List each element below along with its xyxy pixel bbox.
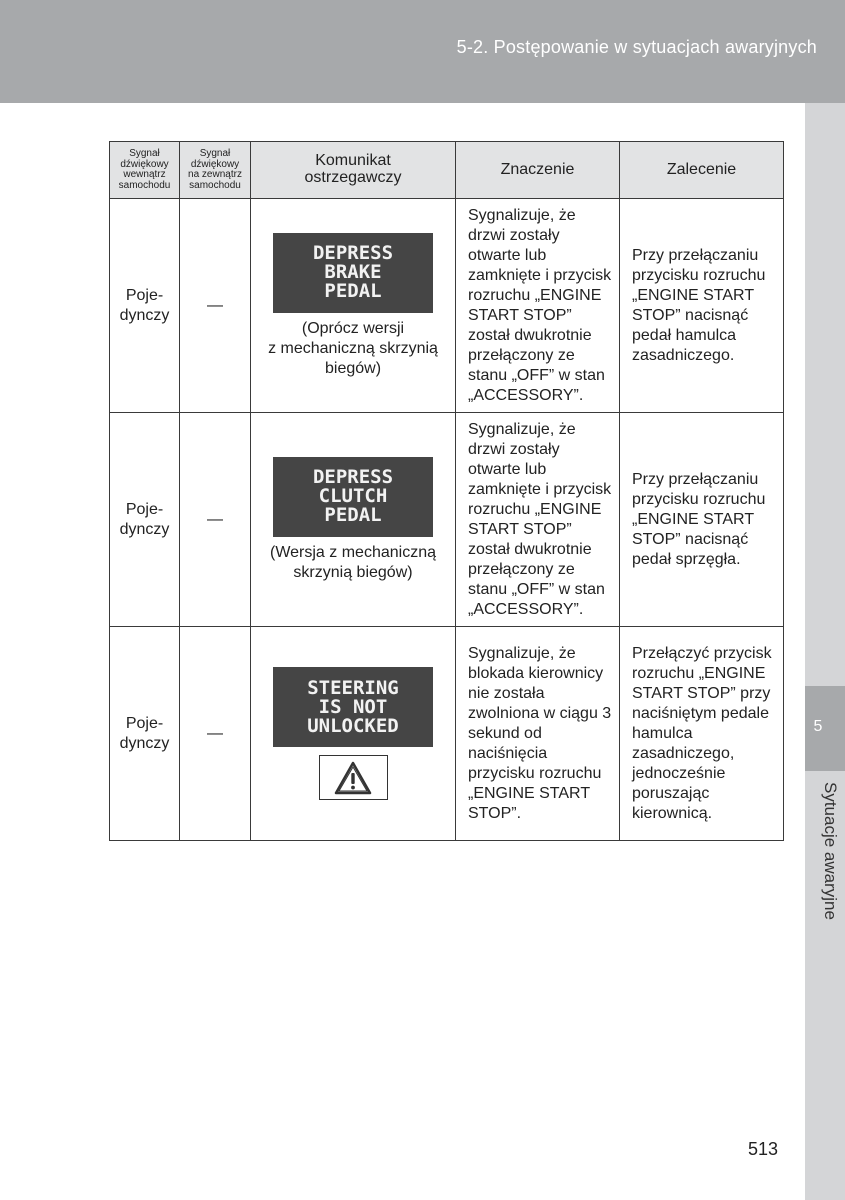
internal-signal-cell: Poje- dynczy <box>110 627 180 841</box>
warning-table <box>109 141 784 841</box>
display-message: STEERING IS NOT UNLOCKED <box>273 667 433 747</box>
recommendation-cell: Przy przełączaniu przycisku rozruchu „ENGINE START STOP” nacisnąć pedał hamulca zasadniczego. <box>620 199 784 413</box>
side-band <box>805 103 845 1200</box>
section-title: 5-2. Postępowanie w sytuacjach awaryjnych <box>456 37 817 57</box>
internal-signal-cell: Poje- dynczy <box>110 413 180 627</box>
display-message: DEPRESS BRAKE PEDAL <box>273 233 433 313</box>
external-signal-cell: — <box>180 413 251 627</box>
warning-message-cell <box>251 627 456 841</box>
header-external-buzzer: Sygnał dźwiękowy na zewnątrz samochodu <box>180 142 251 199</box>
header-meaning: Znaczenie <box>456 142 620 199</box>
table-header-row <box>110 142 784 199</box>
recommendation-cell: Przełączyć przycisk rozruchu „ENGINE START STOP” przy naciśniętym pedale hamulca zasadniczego, jednocześnie poruszając kierownicą. <box>620 627 784 841</box>
table-row <box>110 413 784 627</box>
header-internal-buzzer: Sygnał dźwiękowy wewnątrz samochodu <box>110 142 180 199</box>
recommendation-cell: Przy przełączaniu przycisku rozruchu „ENGINE START STOP” nacisnąć pedał sprzęgła. <box>620 413 784 627</box>
internal-signal-cell: Poje- dynczy <box>110 199 180 413</box>
version-note: (Wersja z mechaniczną skrzynią biegów) <box>270 543 436 581</box>
version-note: (Oprócz wersji z mechaniczną skrzynią biegów) <box>268 319 438 377</box>
table-row <box>110 627 784 841</box>
warning-message-cell <box>251 199 456 413</box>
display-message: DEPRESS CLUTCH PEDAL <box>273 457 433 537</box>
warning-triangle-icon <box>319 755 388 800</box>
header-warning-message: Komunikat ostrzegawczy <box>251 142 456 199</box>
chapter-label: Sytuacje awaryjne <box>821 782 840 920</box>
meaning-cell: Sygnalizuje, że blokada kierownicy nie została zwolniona w ciągu 3 sekund od naciśnięcia przycisku rozruchu „ENGINE START STOP”. <box>456 627 620 841</box>
external-signal-cell: — <box>180 627 251 841</box>
warning-message-cell <box>251 413 456 627</box>
meaning-cell: Sygnalizuje, że drzwi zostały otwarte lub zamknięte i przycisk rozruchu „ENGINE START STOP” został dwukrotnie przełączony ze stanu „OFF” w stan „ACCESSORY”. <box>456 199 620 413</box>
page-number: 513 <box>748 1139 779 1159</box>
meaning-cell: Sygnalizuje, że drzwi zostały otwarte lub zamknięte i przycisk rozruchu „ENGINE START STOP” został dwukrotnie przełączony ze stanu „OFF” w stan „ACCESSORY”. <box>456 413 620 627</box>
table-row <box>110 199 784 413</box>
chapter-number: 5 <box>813 718 823 735</box>
header-recommendation: Zalecenie <box>620 142 784 199</box>
external-signal-cell: — <box>180 199 251 413</box>
